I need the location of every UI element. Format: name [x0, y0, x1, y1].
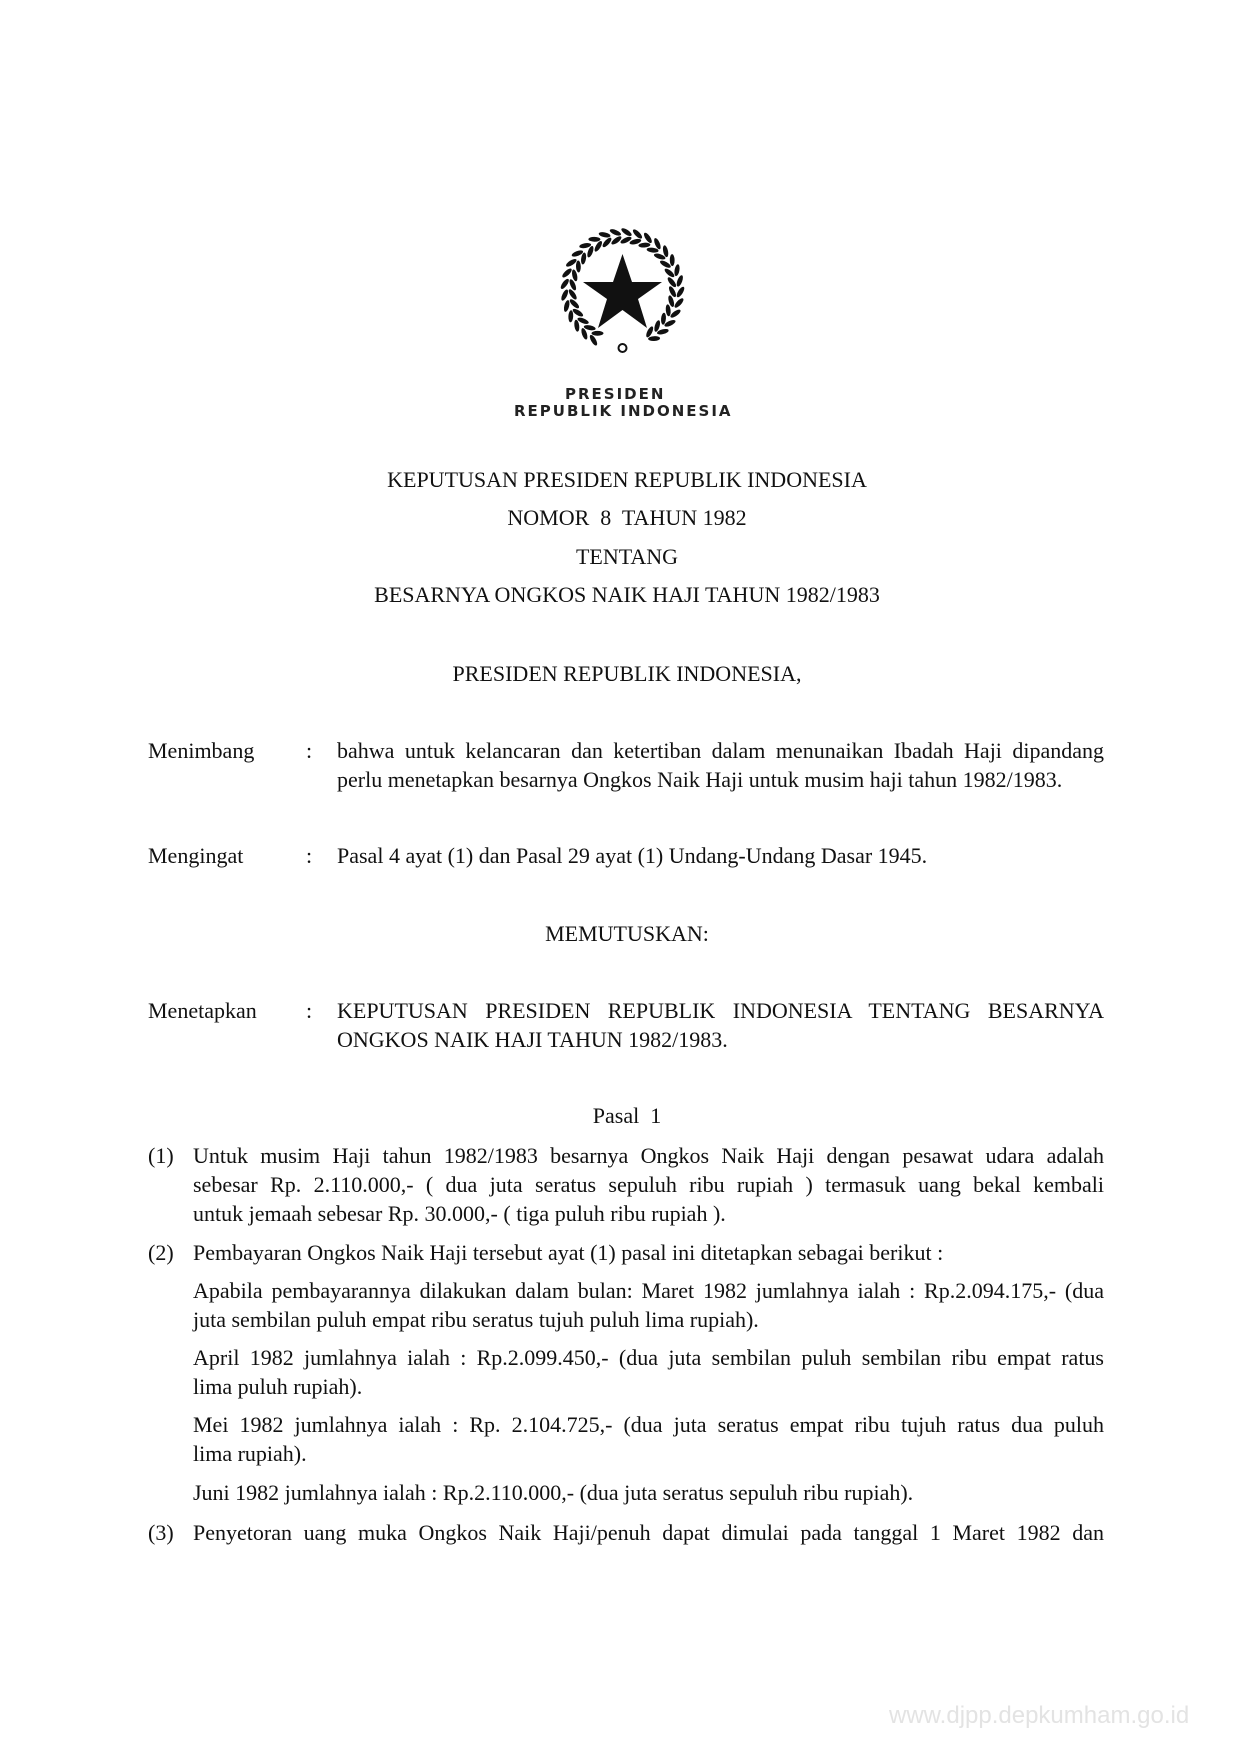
wreath-leaf — [670, 254, 675, 266]
wreath-leaf — [592, 331, 604, 336]
wreath-leaf — [568, 310, 573, 322]
item-number: (1) — [148, 1143, 174, 1168]
wreath-leaf — [561, 267, 573, 279]
wreath-leaf — [568, 298, 580, 310]
wreath-leaf — [563, 300, 571, 313]
payment-may-line: lima rupiah). — [193, 1441, 307, 1466]
wreath-leaf — [666, 276, 677, 288]
payment-march-line: juta sembilan puluh empat ribu seratus tujuh puluh lima rupiah). — [193, 1307, 759, 1332]
menimbang-text-line: perlu menetapkan besarnya Ongkos Naik Haji untuk musim haji tahun 1982/1983. — [337, 767, 1063, 792]
presidential-emblem-icon — [555, 226, 690, 361]
wreath-leaf — [593, 240, 603, 253]
wreath-leaf — [646, 247, 658, 253]
menimbang-text-line: bahwa untuk kelancaran dan ketertiban dalam menunaikan Ibadah Haji dipandang — [337, 738, 1104, 763]
mengingat-text: Pasal 4 ayat (1) dan Pasal 29 ayat (1) Undang-Undang Dasar 1945. — [337, 843, 928, 868]
mengingat-label: Mengingat — [148, 843, 244, 868]
wreath-leaf — [610, 235, 622, 246]
wreath-leaf — [567, 288, 578, 301]
wreath-leaf — [601, 236, 613, 248]
wreath-leaf — [572, 307, 585, 318]
menetapkan-label: Menetapkan — [148, 998, 257, 1023]
payment-may-line: Mei 1982 jumlahnya ialah : Rp. 2.104.725,- (dua juta seratus empat ribu tujuh ratus dua puluh — [193, 1412, 1104, 1437]
wreath-leaf — [638, 242, 650, 248]
wreath-leaf — [588, 237, 600, 242]
pasal-1-heading: Pasal 1 — [592, 1103, 662, 1128]
emblem-title-line2: REPUBLIK INDONESIA — [514, 402, 733, 420]
wreath-leaf — [674, 264, 681, 277]
president-heading: PRESIDEN REPUBLIK INDONESIA, — [452, 661, 802, 686]
wreath-leaf — [560, 289, 569, 302]
wreath-leaf — [620, 227, 633, 238]
watermark-link: www.djpp.depkumham.go.id — [889, 1702, 1190, 1729]
wreath-leaf — [675, 286, 685, 299]
item-3-line: Penyetoran uang muka Ongkos Naik Haji/penuh dapat dimulai pada tanggal 1 Maret 1982 dan — [193, 1520, 1104, 1545]
item-1-line: Untuk musim Haji tahun 1982/1983 besarnya Ongkos Naik Haji dengan pesawat udara adalah — [193, 1143, 1104, 1168]
wreath-leaf — [669, 308, 682, 319]
wreath-leaf — [574, 319, 580, 332]
decree-number: NOMOR 8 TAHUN 1982 — [507, 505, 747, 530]
item-number: (3) — [148, 1520, 174, 1545]
menimbang-colon: : — [306, 738, 313, 763]
decree-about: TENTANG — [575, 544, 679, 569]
menetapkan-colon: : — [306, 998, 313, 1023]
item-number: (2) — [148, 1240, 174, 1265]
decree-title: KEPUTUSAN PRESIDEN REPUBLIK INDONESIA — [387, 467, 867, 492]
menimbang-label: Menimbang — [148, 738, 255, 763]
wreath-leaf — [675, 274, 684, 287]
emblem-title-line1: PRESIDEN — [565, 385, 666, 403]
wreath-leaf — [632, 228, 644, 240]
payment-june-line: Juni 1982 jumlahnya ialah : Rp.2.110.000,- (dua juta seratus sepuluh ribu rupiah). — [193, 1480, 914, 1505]
wreath-leaf — [648, 336, 660, 341]
wreath-leaf — [559, 278, 570, 291]
wreath-leaf — [673, 297, 685, 309]
wreath-leaf — [609, 228, 622, 237]
mengingat-colon: : — [306, 843, 313, 868]
wreath-leaf — [565, 258, 578, 268]
item-2-line: Pembayaran Ongkos Naik Haji tersebut ayat (1) pasal ini ditetapkan sebagai berikut : — [193, 1240, 944, 1265]
wreath-leaf — [663, 267, 675, 278]
payment-april-line: April 1982 jumlahnya ialah : Rp.2.099.450,- (dua juta sembilan puluh sembilan ribu empat ratus — [193, 1345, 1104, 1370]
menetapkan-text-line: KEPUTUSAN PRESIDEN REPUBLIK INDONESIA TENTANG BESARNYA — [337, 998, 1104, 1023]
payment-april-line: lima puluh rupiah). — [193, 1374, 363, 1399]
item-1-line: sebesar Rp. 2.110.000,- ( dua juta seratus sepuluh ribu rupiah ) termasuk uang bekal kembali — [193, 1172, 1104, 1197]
item-1-line: untuk jemaah sebesar Rp. 30.000,- ( tiga puluh ribu rupiah ). — [193, 1201, 726, 1226]
wreath-leaf — [643, 232, 654, 245]
wreath-leaf — [665, 304, 671, 316]
wreath-leaf — [576, 260, 581, 272]
wreath-leaf — [598, 231, 611, 238]
wreath-leaf — [588, 334, 598, 347]
payment-march-line: Apabila pembayarannya dilakukan dalam bulan: Maret 1982 jumlahnya ialah : Rp.2.094.175,- (dua — [193, 1278, 1104, 1303]
decree-subject: BESARNYA ONGKOS NAIK HAJI TAHUN 1982/1983 — [374, 582, 880, 607]
menetapkan-text-line: ONGKOS NAIK HAJI TAHUN 1982/1983. — [337, 1027, 728, 1052]
memutuskan-heading: MEMUTUSKAN: — [545, 921, 709, 946]
wreath-leaf — [661, 313, 667, 325]
